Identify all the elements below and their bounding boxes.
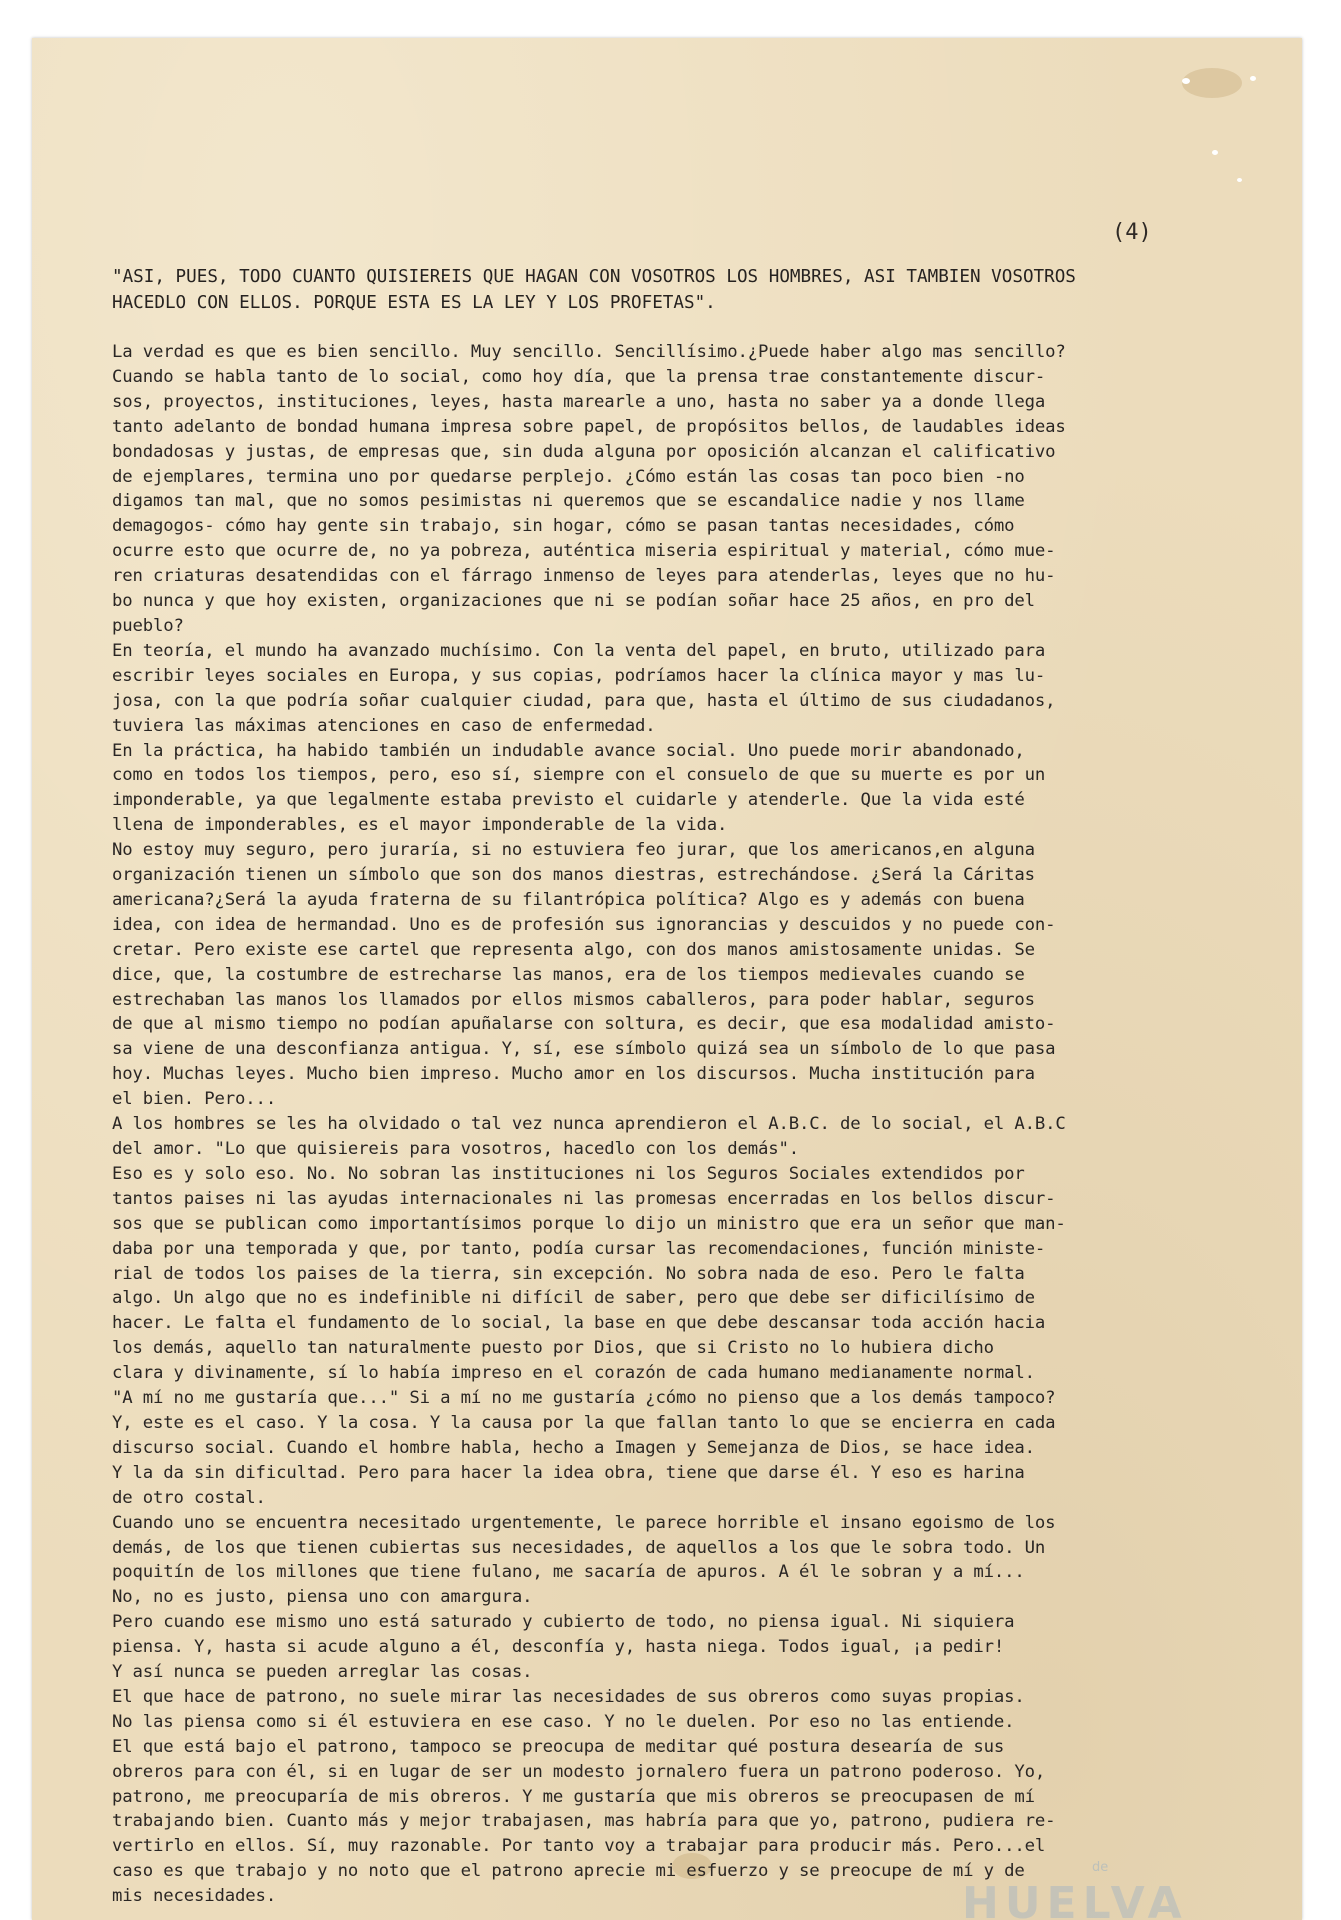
- text-line: En teoría, el mundo ha avanzado muchísimo. Con la venta del papel, en bruto, utilizado para: [112, 640, 1046, 661]
- text-line: Y la da sin dificultad. Pero para hacer la idea obra, tiene que darse él. Y eso es harina: [112, 1462, 1025, 1483]
- paper-stain: [1182, 68, 1242, 98]
- text-line: patrono, me preocuparía de mis obreros. Y me gustaría que mis obreros se preocupasen de mí: [112, 1786, 1035, 1807]
- text-line: Y, este es el caso. Y la cosa. Y la causa por la que fallan tanto lo que se encierra en cada: [112, 1412, 1056, 1433]
- text-line: tantos paises ni las ayudas internacionales ni las promesas encerradas en los bellos discur-: [112, 1188, 1056, 1209]
- paper-sheet: [32, 38, 1302, 1920]
- text-line: cretar. Pero existe ese cartel que representa algo, con dos manos amistosamente unidas. Se: [112, 939, 1035, 960]
- text-line: obreros para con él, si en lugar de ser un modesto jornalero fuera un patrono poderoso. Yo,: [112, 1761, 1046, 1782]
- text-line: organización tienen un símbolo que son dos manos diestras, estrechándose. ¿Será la Cáritas: [112, 865, 1035, 886]
- text-line: discurso social. Cuando el hombre habla, hecho a Imagen y Semejanza de Dios, se hace idea.: [112, 1437, 1035, 1458]
- archive-watermark: HUELVA: [962, 1878, 1188, 1920]
- text-line: No las piensa como si él estuviera en ese caso. Y no le duelen. Por eso no las entiende.: [112, 1711, 1015, 1732]
- text-line: No estoy muy seguro, pero juraría, si no estuviera feo jurar, que los americanos,en alguna: [112, 840, 1035, 861]
- text-line: sa viene de una desconfianza antigua. Y, sí, ese símbolo quizá sea un símbolo de lo que pasa: [112, 1039, 1056, 1060]
- text-line: Eso es y solo eso. No. No sobran las instituciones ni los Seguros Sociales extendidos por: [112, 1163, 1025, 1184]
- text-line: mis necesidades.: [112, 1886, 277, 1907]
- text-line: clara y divinamente, sí lo había impreso en el corazón de cada humano medianamente normal.: [112, 1363, 1035, 1384]
- text-line: poquitín de los millones que tiene fulano, me sacaría de apuros. A él le sobran y a mí...: [112, 1562, 1025, 1583]
- text-line: de otro costal.: [112, 1487, 266, 1508]
- text-line: estrechaban las manos los llamados por ellos mismos caballeros, para poder hablar, seguros: [112, 989, 1035, 1010]
- text-line: americana?¿Será la ayuda fraterna de su filantrópica política? Algo es y además con buena: [112, 889, 1025, 910]
- text-line: digamos tan mal, que no somos pesimistas ni queremos que se escandalice nadie y nos llame: [112, 491, 1025, 512]
- text-line: de que al mismo tiempo no podían apuñalarse con soltura, es decir, que esa modalidad amisto-: [112, 1014, 1056, 1035]
- text-line: llena de imponderables, es el mayor imponderable de la vida.: [112, 815, 728, 836]
- text-line: de ejemplares, termina uno por quedarse perplejo. ¿Cómo están las cosas tan poco bien -no: [112, 466, 1025, 487]
- text-line: rial de todos los paises de la tierra, sin excepción. No sobra nada de eso. Pero le falta: [112, 1263, 1025, 1284]
- text-line: caso es que trabajo y no noto que el patrono aprecie mi esfuerzo y se preocupe de mí y de: [112, 1861, 1025, 1882]
- text-line: Y así nunca se pueden arreglar las cosas.: [112, 1662, 533, 1683]
- text-line: hacer. Le falta el fundamento de lo social, la base en que debe descansar toda acción hacia: [112, 1313, 1046, 1334]
- page-number: (4): [1112, 220, 1152, 245]
- archive-watermark-subtext: de: [1092, 1860, 1109, 1875]
- text-line: piensa. Y, hasta si acude alguno a él, desconfía y, hasta niega. Todos igual, ¡a pedir!: [112, 1637, 1005, 1658]
- epigraph-line: "ASI, PUES, TODO CUANTO QUISIEREIS QUE HAGAN CON VOSOTROS LOS HOMBRES, ASI TAMBIEN VOSOTROS: [112, 267, 1076, 287]
- text-line: Cuando se habla tanto de lo social, como hoy día, que la prensa trae constantemente discur-: [112, 366, 1046, 387]
- text-line: algo. Un algo que no es indefinible ni difícil de saber, pero que debe ser dificilísimo de: [112, 1288, 1035, 1309]
- text-line: ocurre esto que ocurre de, no ya pobreza, auténtica miseria espiritual y material, cómo mue-: [112, 541, 1056, 562]
- text-line: como en todos los tiempos, pero, eso sí, siempre con el consuelo de que su muerte es por un: [112, 765, 1046, 786]
- text-line: A los hombres se les ha olvidado o tal vez nunca aprendieron el A.B.C. de lo social, el A.B.C: [112, 1114, 1066, 1135]
- text-line: La verdad es que es bien sencillo. Muy sencillo. Sencillísimo.¿Puede haber algo mas sencillo?: [112, 342, 1066, 362]
- paper-speck: [1237, 178, 1242, 182]
- text-line: josa, con la que podría soñar cualquier ciudad, para que, hasta el último de sus ciudadanos,: [112, 690, 1056, 711]
- text-line: El que está bajo el patrono, tampoco se preocupa de meditar qué postura desearía de sus: [112, 1736, 1005, 1757]
- text-line: del amor. "Lo que quisiereis para vosotros, hacedlo con los demás".: [112, 1139, 800, 1159]
- text-line: El que hace de patrono, no suele mirar las necesidades de sus obreros como suyas propias.: [112, 1686, 1025, 1707]
- text-line: idea, con idea de hermandad. Uno es de profesión sus ignorancias y descuidos y no puede con-: [112, 914, 1056, 935]
- text-line: imponderable, ya que legalmente estaba previsto el cuidarle y atenderle. Que la vida esté: [112, 790, 1025, 811]
- paper-speck: [1250, 76, 1256, 81]
- text-line: Cuando uno se encuentra necesitado urgentemente, le parece horrible el insano egoismo de los: [112, 1512, 1056, 1533]
- text-line: Pero cuando ese mismo uno está saturado y cubierto de todo, no piensa igual. Ni siquiera: [112, 1612, 1015, 1633]
- text-line: hoy. Muchas leyes. Mucho bien impreso. Mucho amor en los discursos. Mucha institución para: [112, 1064, 1035, 1085]
- text-line: No, no es justo, piensa uno con amargura.: [112, 1587, 533, 1608]
- text-line: bondadosas y justas, de empresas que, sin duda alguna por oposición alcanzan el calificativo: [112, 441, 1056, 462]
- text-line: "A mí no me gustaría que..." Si a mí no me gustaría ¿cómo no pienso que a los demás tampoco?: [112, 1388, 1056, 1409]
- paper-speck: [1212, 150, 1218, 155]
- text-line: ren criaturas desatendidas con el fárrago inmenso de leyes para atenderlas, leyes que no hu-: [112, 566, 1056, 587]
- text-line: bo nunca y que hoy existen, organizaciones que ni se podían soñar hace 25 años, en pro del: [112, 591, 1035, 612]
- text-line: demagogos- cómo hay gente sin trabajo, sin hogar, cómo se pasan tantas necesidades, cómo: [112, 516, 1015, 537]
- paper-speck: [1182, 78, 1190, 84]
- text-line: tuviera las máximas atenciones en caso de enfermedad.: [112, 715, 656, 736]
- text-line: tanto adelanto de bondad humana impresa sobre papel, de propósitos bellos, de laudables ideas: [112, 416, 1066, 437]
- text-line: daba por una temporada y que, por tanto, podía cursar las recomendaciones, función ministe-: [112, 1238, 1046, 1259]
- text-line: En la práctica, ha habido también un indudable avance social. Uno puede morir abandonado,: [112, 740, 1025, 761]
- text-line: vertirlo en ellos. Sí, muy razonable. Por tanto voy a trabajar para producir más. Pero...el: [112, 1836, 1046, 1857]
- text-line: demás, de los que tienen cubiertas sus necesidades, de aquellos a los que le sobra todo. Un: [112, 1537, 1046, 1558]
- text-line: sos que se publican como importantísimos porque lo dijo un ministro que era un señor que man-: [112, 1213, 1066, 1234]
- text-line: el bien. Pero...: [112, 1089, 277, 1110]
- text-line: los demás, aquello tan naturalmente puesto por Dios, que si Cristo no lo hubiera dicho: [112, 1338, 994, 1359]
- text-line: dice, que, la costumbre de estrecharse las manos, era de los tiempos medievales cuando se: [112, 964, 1025, 985]
- epigraph-line: HACEDLO CON ELLOS. PORQUE ESTA ES LA LEY Y LOS PROFETAS".: [112, 293, 716, 313]
- text-line: sos, proyectos, instituciones, leyes, hasta marearle a uno, hasta no saber ya a donde llega: [112, 391, 1046, 412]
- body-text: [112, 340, 1284, 1909]
- text-line: pueblo?: [112, 615, 184, 636]
- text-line: escribir leyes sociales en Europa, y sus copias, podríamos hacer la clínica mayor y mas lu-: [112, 665, 1046, 686]
- text-line: trabajando bien. Cuanto más y mejor trabajasen, mas habría para que yo, patrono, pudiera re-: [112, 1811, 1056, 1832]
- epigraph: [112, 264, 1262, 316]
